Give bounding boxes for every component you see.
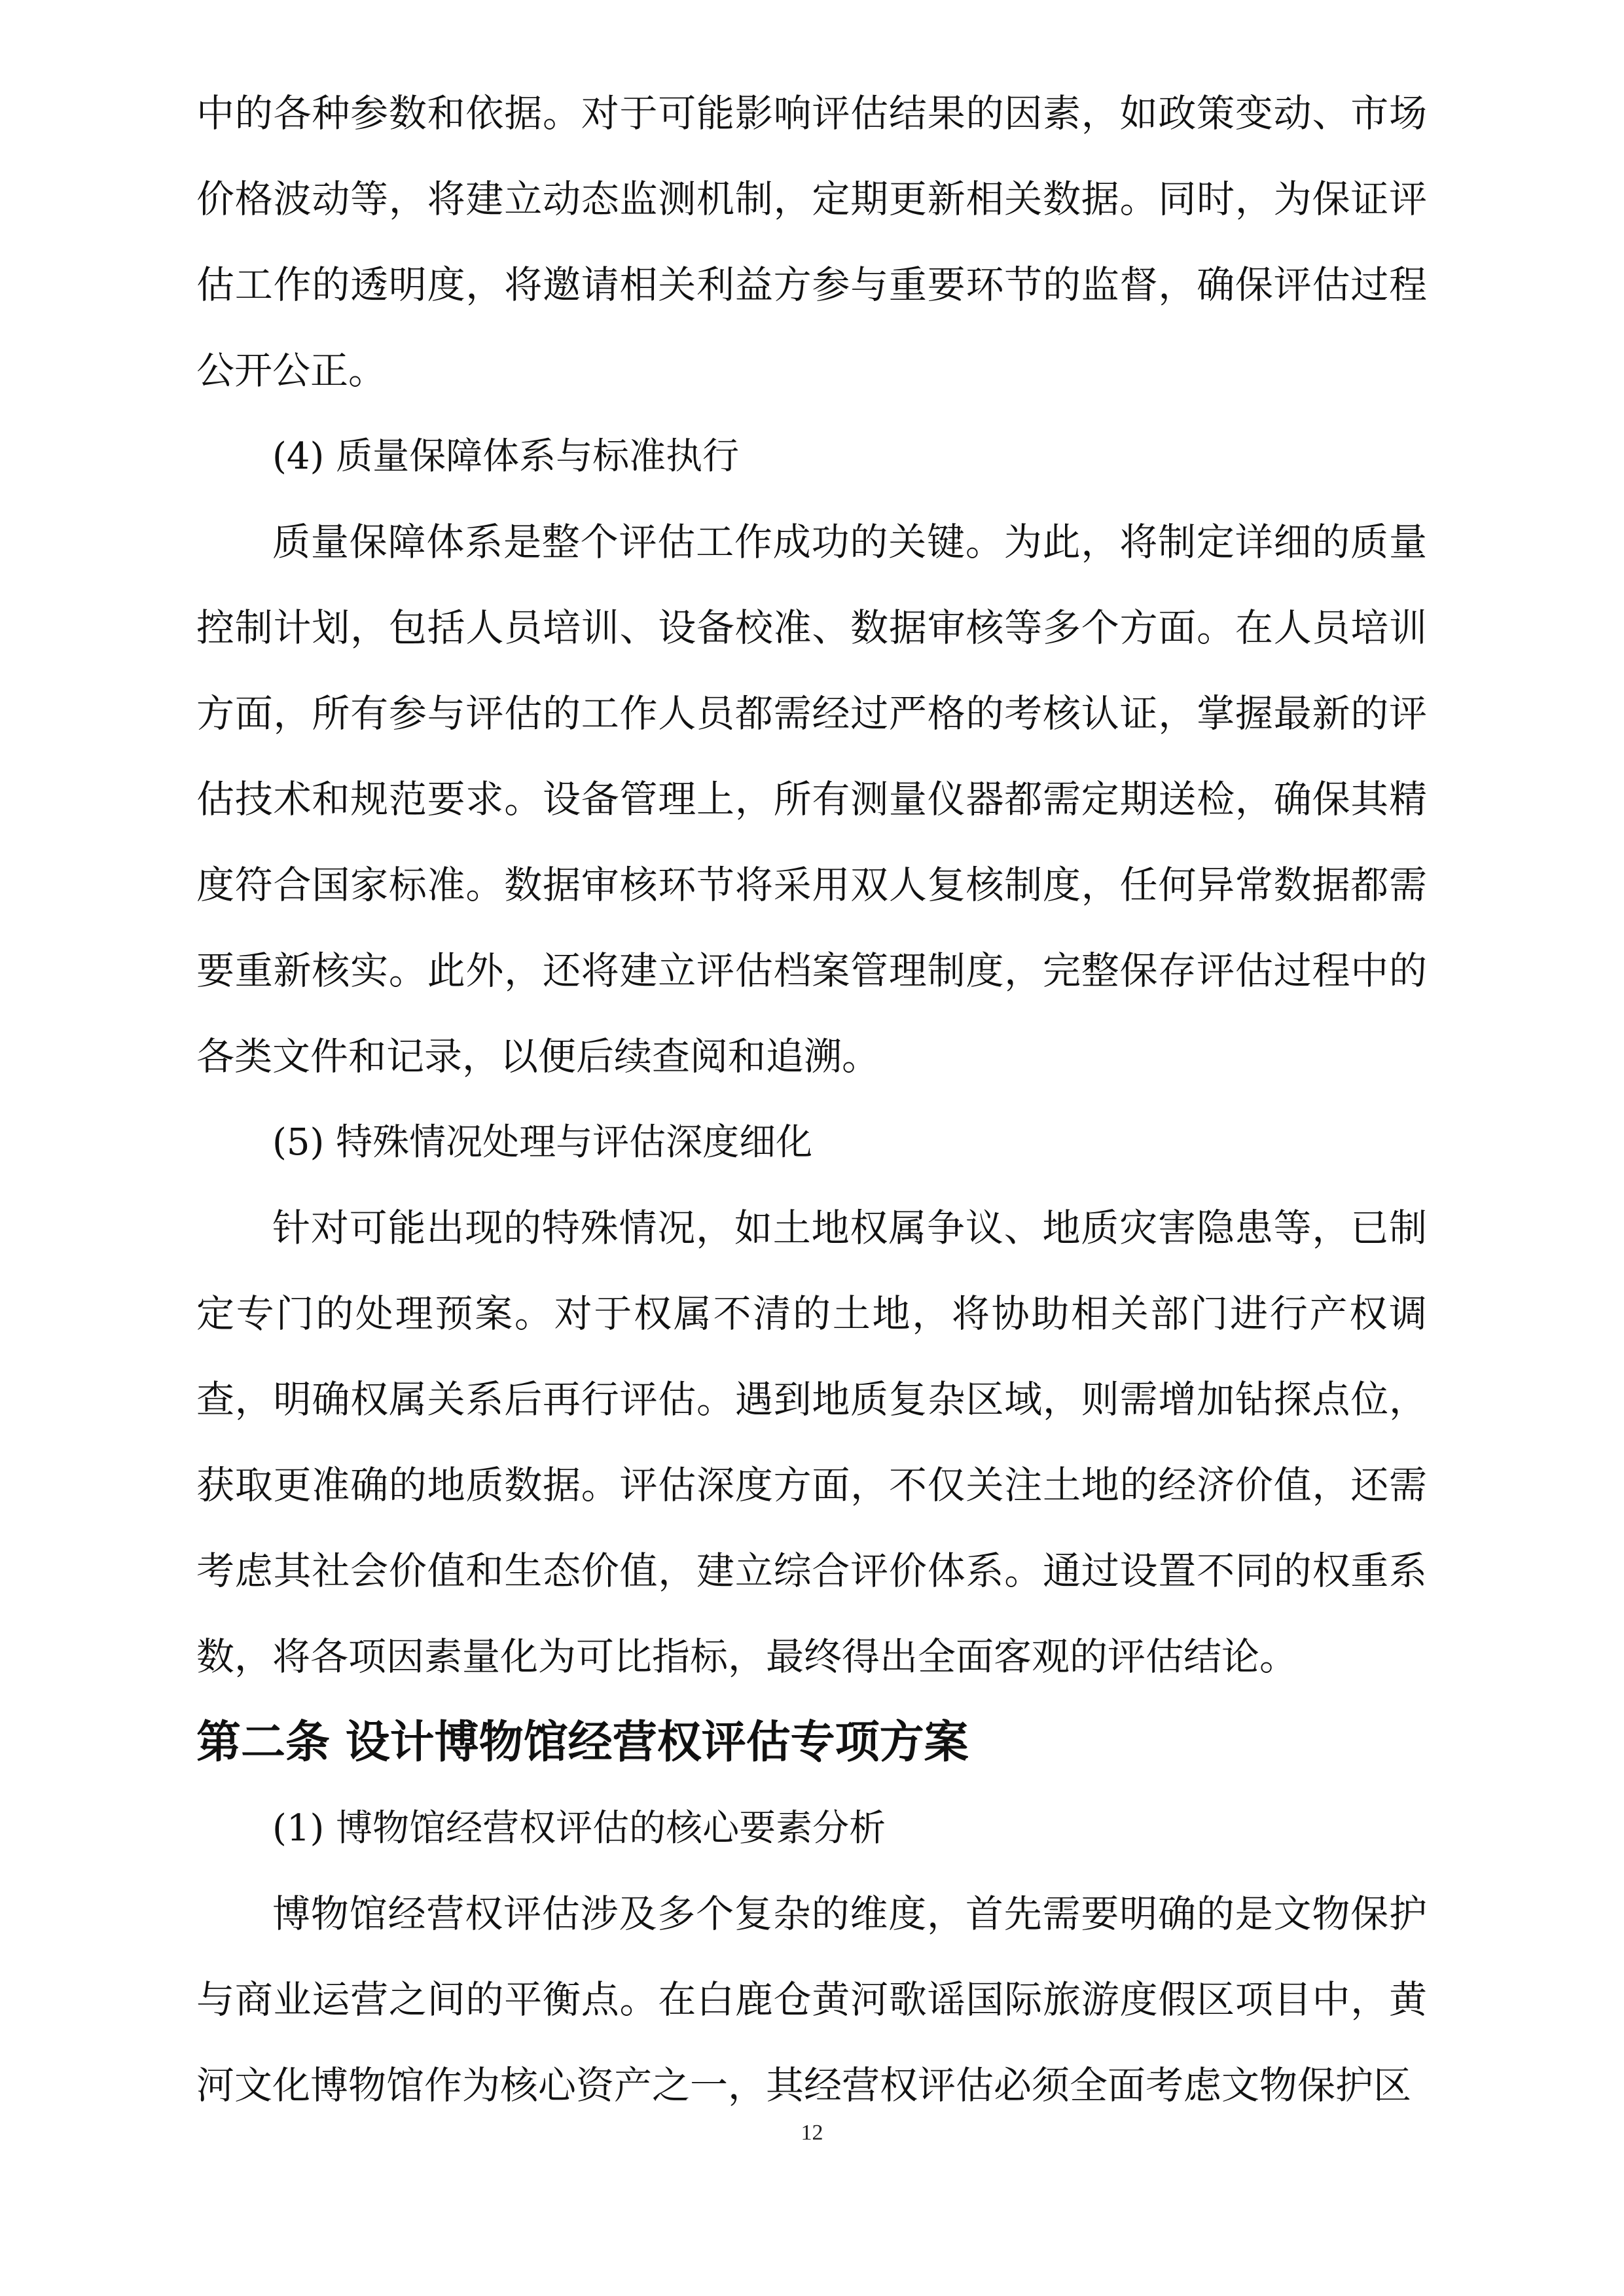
- paragraph-special-cases: 针对可能出现的特殊情况，如土地权属争议、地质灾害隐患等，已制定专门的处理预案。对于权属不清的土地，将协助相关部门进行产权调查，明确权属关系后再行评估。遇到地质复杂区域，则需增加钻探点位，获取更准确的地质数据。评估深度方面，不仅关注土地的经济价值，还需考虑其社会价值和生态价值，建立综合评价体系。通过设置不同的权重系数，将各项因素量化为可比指标，最终得出全面客观的评估结论。: [196, 1206, 1427, 1679]
- page-number: 12: [801, 2121, 823, 2145]
- subheading-core-elements: (1) 博物馆经营权评估的核心要素分析: [272, 1807, 886, 1850]
- paragraph-quality-assurance: 质量保障体系是整个评估工作成功的关键。为此，将制定详细的质量控制计划，包括人员培训、设备校准、数据审核等多个方面。在人员培训方面，所有参与评估的工作人员都需经过严格的考核认证，掌握最新的评估技术和规范要求。设备管理上，所有测量仪器都需定期送检，确保其精度符合国家标准。数据审核环节将采用双人复核制度，任何异常数据都需要重新核实。此外，还将建立评估档案管理制度，完整保存评估过程中的各类文件和记录，以便后续查阅和追溯。: [196, 520, 1427, 1079]
- subheading-special-cases: (5) 特殊情况处理与评估深度细化: [272, 1121, 813, 1164]
- paragraph-core-elements: 博物馆经营权评估涉及多个复杂的维度，首先需要明确的是文物保护与商业运营之间的平衡点。在白鹿仓黄河歌谣国际旅游度假区项目中，黄河文化博物馆作为核心资产之一，其经营权评估必须全面考虑文物保护区: [196, 1892, 1427, 2108]
- subheading-quality-assurance: (4) 质量保障体系与标准执行: [272, 435, 740, 478]
- paragraph-continued: 中的各种参数和依据。对于可能影响评估结果的因素，如政策变动、市场价格波动等，将建立动态监测机制，定期更新相关数据。同时，为保证评估工作的透明度，将邀请相关利益方参与重要环节的监督，确保评估过程公开公正。: [196, 91, 1427, 393]
- article-heading-museum: 第二条 设计博物馆经营权评估专项方案: [196, 1717, 969, 1768]
- document-body: [196, 71, 1427, 2128]
